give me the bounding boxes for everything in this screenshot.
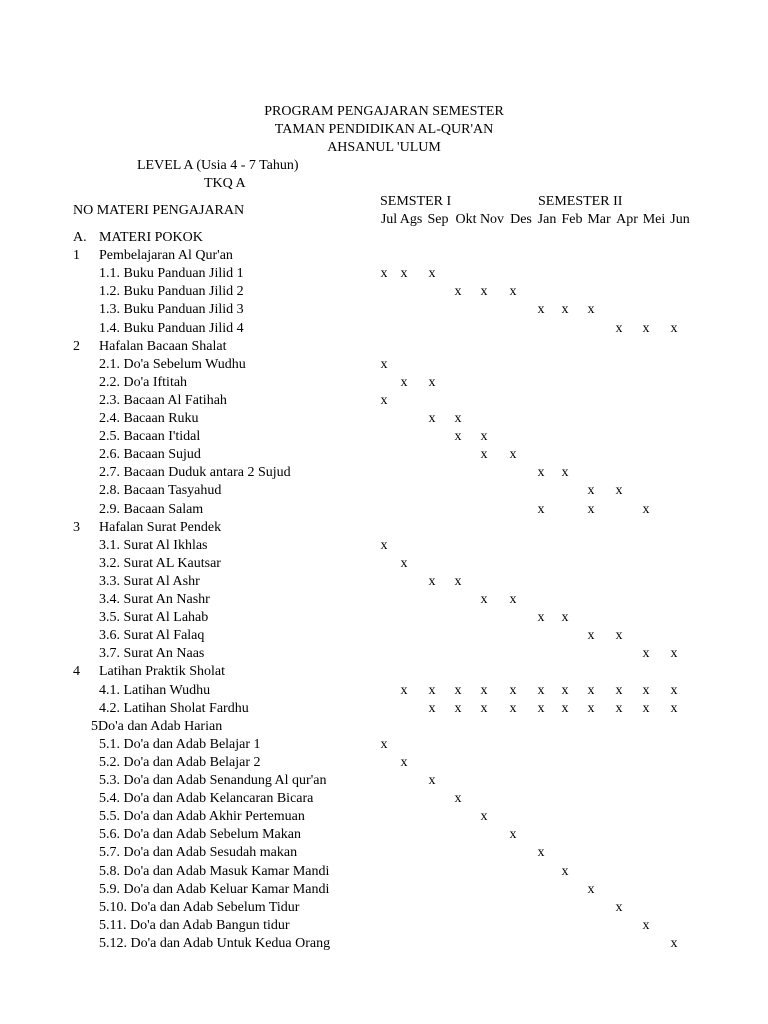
materi-item: 5.6. Do'a dan Adab Sebelum Makan <box>99 827 301 842</box>
schedule-mark-okt: x <box>454 284 462 299</box>
month-label-sep: Sep <box>427 212 449 227</box>
schedule-mark-apr: x <box>615 701 623 716</box>
schedule-mark-apr: x <box>615 483 623 498</box>
month-label-okt: Okt <box>455 212 477 227</box>
row-number: 4 <box>73 664 80 679</box>
month-label-jan: Jan <box>537 212 557 227</box>
materi-item: 2.3. Bacaan Al Fatihah <box>99 393 227 408</box>
materi-section: Pembelajaran Al Qur'an <box>99 248 233 263</box>
schedule-mark-okt: x <box>454 411 462 426</box>
schedule-mark-okt: x <box>454 791 462 806</box>
schedule-mark-jun: x <box>670 701 678 716</box>
row-number: 1 <box>73 248 80 263</box>
materi-item: 1.2. Buku Panduan Jilid 2 <box>99 284 244 299</box>
schedule-mark-sep: x <box>428 683 436 698</box>
schedule-mark-des: x <box>509 683 517 698</box>
schedule-mark-ags: x <box>400 683 408 698</box>
schedule-mark-sep: x <box>428 701 436 716</box>
materi-item: 2.2. Do'a Iftitah <box>99 375 188 390</box>
schedule-mark-ags: x <box>400 266 408 281</box>
materi-item: 5.11. Do'a dan Adab Bangun tidur <box>99 918 290 933</box>
semester1-label: SEMSTER I <box>380 194 452 209</box>
materi-item: 2.6. Bacaan Sujud <box>99 447 201 462</box>
month-label-ags: Ags <box>399 212 423 227</box>
schedule-mark-mei: x <box>642 918 650 933</box>
materi-item: 3.3. Surat Al Ashr <box>99 574 200 589</box>
schedule-mark-mar: x <box>587 882 595 897</box>
semester2-label: SEMESTER II <box>538 194 623 209</box>
materi-item: 3.7. Surat An Naas <box>99 646 205 661</box>
schedule-mark-ags: x <box>400 556 408 571</box>
schedule-mark-feb: x <box>561 302 569 317</box>
tkq-label: TKQ A <box>204 176 246 191</box>
schedule-mark-des: x <box>509 284 517 299</box>
materi-item: 5.2. Do'a dan Adab Belajar 2 <box>99 755 261 770</box>
schedule-mark-des: x <box>509 592 517 607</box>
schedule-mark-jun: x <box>670 646 678 661</box>
materi-section: Hafalan Surat Pendek <box>99 520 222 535</box>
materi-item: 5.12. Do'a dan Adab Untuk Kedua Orang <box>99 936 331 951</box>
schedule-mark-nov: x <box>480 683 488 698</box>
schedule-mark-apr: x <box>615 900 623 915</box>
schedule-mark-apr: x <box>615 628 623 643</box>
materi-item: 2.9. Bacaan Salam <box>99 502 204 517</box>
month-label-feb: Feb <box>561 212 583 227</box>
schedule-mark-jan: x <box>537 502 545 517</box>
materi-section: MATERI POKOK <box>99 230 203 245</box>
schedule-mark-des: x <box>509 827 517 842</box>
month-label-apr: Apr <box>616 212 638 227</box>
schedule-mark-okt: x <box>454 683 462 698</box>
schedule-mark-okt: x <box>454 574 462 589</box>
materi-item: 2.5. Bacaan I'tidal <box>99 429 201 444</box>
materi-item: 5.10. Do'a dan Adab Sebelum Tidur <box>99 900 300 915</box>
materi-item: 5.5. Do'a dan Adab Akhir Pertemuan <box>99 809 305 824</box>
materi-item: 3.5. Surat Al Lahab <box>99 610 209 625</box>
schedule-mark-nov: x <box>480 447 488 462</box>
schedule-mark-mar: x <box>587 628 595 643</box>
materi-item: 3.4. Surat An Nashr <box>99 592 210 607</box>
row-number: A. <box>73 230 87 245</box>
schedule-mark-ags: x <box>400 755 408 770</box>
schedule-mark-jan: x <box>537 465 545 480</box>
doc-title-line2: TAMAN PENDIDIKAN AL-QUR'AN <box>274 122 494 137</box>
schedule-mark-jul: x <box>380 357 388 372</box>
row-number: 2 <box>73 339 80 354</box>
month-label-mar: Mar <box>587 212 611 227</box>
materi-item: 1.3. Buku Panduan Jilid 3 <box>99 302 244 317</box>
level-label: LEVEL A (Usia 4 - 7 Tahun) <box>137 158 299 173</box>
schedule-mark-feb: x <box>561 465 569 480</box>
schedule-mark-jan: x <box>537 683 545 698</box>
materi-section: 5Do'a dan Adab Harian <box>91 719 223 734</box>
materi-item: 5.8. Do'a dan Adab Masuk Kamar Mandi <box>99 864 330 879</box>
schedule-mark-jan: x <box>537 610 545 625</box>
month-label-mei: Mei <box>642 212 666 227</box>
materi-item: 3.1. Surat Al Ikhlas <box>99 538 208 553</box>
schedule-mark-sep: x <box>428 574 436 589</box>
schedule-mark-ags: x <box>400 375 408 390</box>
schedule-mark-jul: x <box>380 737 388 752</box>
schedule-mark-jun: x <box>670 936 678 951</box>
schedule-mark-sep: x <box>428 773 436 788</box>
doc-title-line3: AHSANUL 'ULUM <box>327 140 441 155</box>
schedule-mark-jun: x <box>670 683 678 698</box>
schedule-mark-okt: x <box>454 429 462 444</box>
month-label-jun: Jun <box>670 212 690 227</box>
schedule-mark-nov: x <box>480 284 488 299</box>
materi-item: 5.1. Do'a dan Adab Belajar 1 <box>99 737 261 752</box>
materi-item: 3.2. Surat AL Kautsar <box>99 556 221 571</box>
materi-item: 2.4. Bacaan Ruku <box>99 411 199 426</box>
doc-title-line1: PROGRAM PENGAJARAN SEMESTER <box>264 104 504 119</box>
schedule-mark-des: x <box>509 447 517 462</box>
schedule-mark-jul: x <box>380 538 388 553</box>
schedule-mark-apr: x <box>615 683 623 698</box>
schedule-mark-jul: x <box>380 266 388 281</box>
schedule-mark-mar: x <box>587 502 595 517</box>
materi-item: 2.7. Bacaan Duduk antara 2 Sujud <box>99 465 291 480</box>
schedule-mark-des: x <box>509 701 517 716</box>
materi-section: Latihan Praktik Sholat <box>99 664 225 679</box>
schedule-mark-mar: x <box>587 701 595 716</box>
month-label-jul: Jul <box>380 212 398 227</box>
schedule-mark-feb: x <box>561 864 569 879</box>
schedule-mark-okt: x <box>454 701 462 716</box>
materi-item: 5.9. Do'a dan Adab Keluar Kamar Mandi <box>99 882 330 897</box>
schedule-mark-feb: x <box>561 683 569 698</box>
materi-item: 5.4. Do'a dan Adab Kelancaran Bicara <box>99 791 314 806</box>
schedule-mark-mei: x <box>642 646 650 661</box>
schedule-mark-mei: x <box>642 683 650 698</box>
schedule-mark-jan: x <box>537 302 545 317</box>
schedule-mark-nov: x <box>480 809 488 824</box>
month-label-nov: Nov <box>479 212 505 227</box>
schedule-mark-mei: x <box>642 502 650 517</box>
schedule-mark-mei: x <box>642 701 650 716</box>
schedule-mark-mar: x <box>587 483 595 498</box>
schedule-mark-sep: x <box>428 411 436 426</box>
column-header-materi: NO MATERI PENGAJARAN <box>73 203 245 218</box>
materi-item: 3.6. Surat Al Falaq <box>99 628 205 643</box>
materi-section: Hafalan Bacaan Shalat <box>99 339 227 354</box>
schedule-mark-nov: x <box>480 592 488 607</box>
materi-item: 5.7. Do'a dan Adab Sesudah makan <box>99 845 298 860</box>
month-label-des: Des <box>510 212 532 227</box>
materi-item: 1.1. Buku Panduan Jilid 1 <box>99 266 244 281</box>
materi-item: 5.3. Do'a dan Adab Senandung Al qur'an <box>99 773 327 788</box>
schedule-mark-jan: x <box>537 845 545 860</box>
schedule-mark-mar: x <box>587 302 595 317</box>
schedule-mark-feb: x <box>561 701 569 716</box>
schedule-mark-jul: x <box>380 393 388 408</box>
schedule-mark-jan: x <box>537 701 545 716</box>
row-number: 3 <box>73 520 80 535</box>
materi-item: 2.8. Bacaan Tasyahud <box>99 483 222 498</box>
schedule-mark-mei: x <box>642 321 650 336</box>
schedule-mark-sep: x <box>428 266 436 281</box>
schedule-mark-apr: x <box>615 321 623 336</box>
materi-item: 4.1. Latihan Wudhu <box>99 683 211 698</box>
schedule-mark-sep: x <box>428 375 436 390</box>
schedule-mark-nov: x <box>480 701 488 716</box>
schedule-mark-nov: x <box>480 429 488 444</box>
materi-item: 1.4. Buku Panduan Jilid 4 <box>99 321 244 336</box>
schedule-mark-jun: x <box>670 321 678 336</box>
materi-item: 4.2. Latihan Sholat Fardhu <box>99 701 249 716</box>
schedule-mark-mar: x <box>587 683 595 698</box>
schedule-mark-feb: x <box>561 610 569 625</box>
materi-item: 2.1. Do'a Sebelum Wudhu <box>99 357 246 372</box>
